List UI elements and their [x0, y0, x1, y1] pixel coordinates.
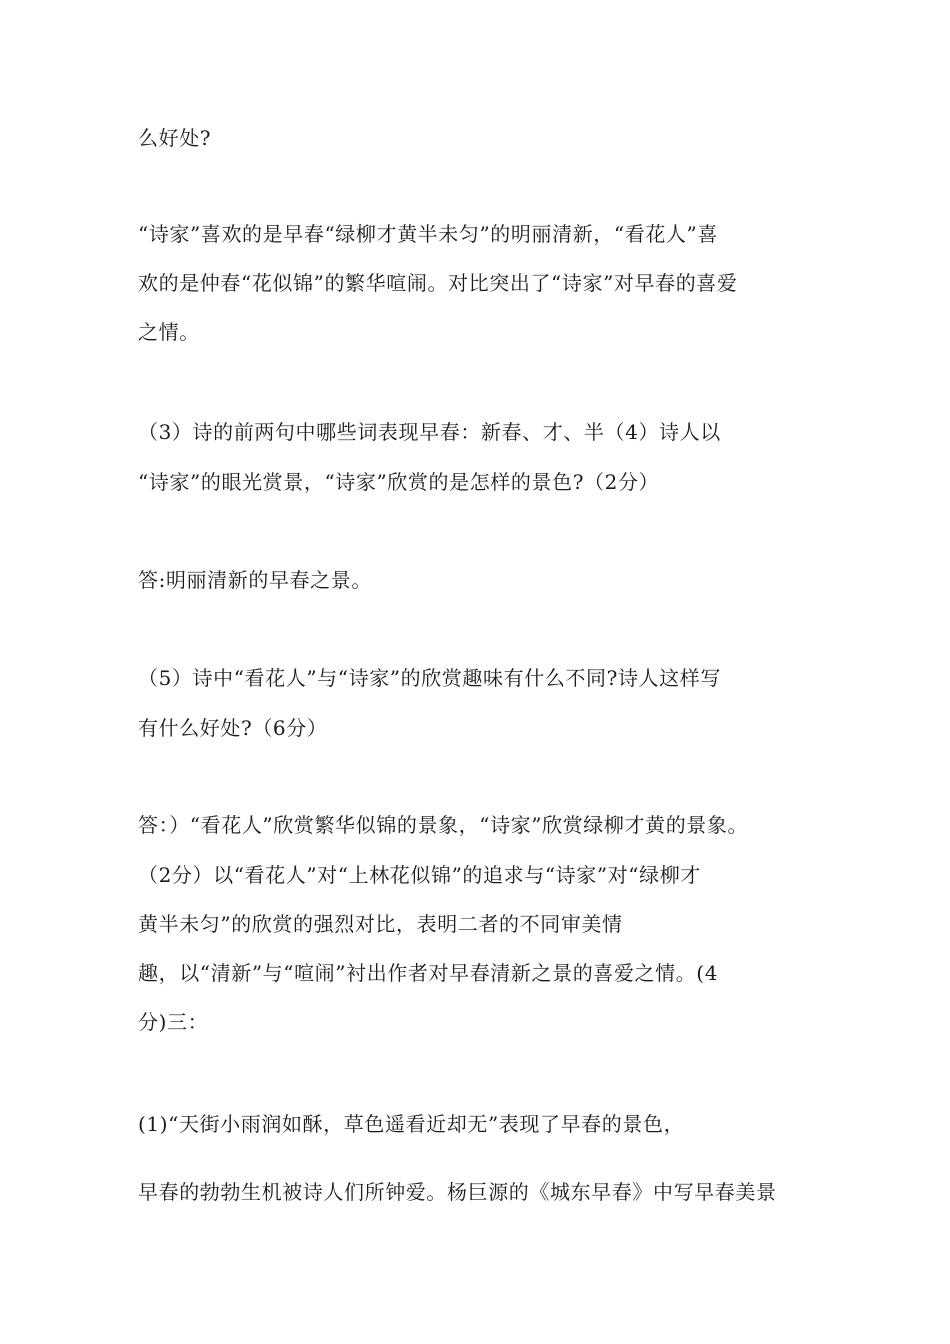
- answer-line-4: 黄半未匀”的欣赏的强烈对比，表明二者的不同审美情: [138, 912, 623, 936]
- text-line-4: 之情。: [138, 320, 200, 344]
- text-line-2: “诗家”喜欢的是早春“绿柳才黄半未匀”的明丽清新，“看花人”喜: [138, 222, 718, 246]
- answer-line-2: 答：）“看花人”欣赏繁华似锦的景象，“诗家”欣赏绿柳才黄的景象。: [138, 813, 749, 837]
- text-line-7: （5）诗中“看花人”与“诗家”的欣赏趣味有什么不同?诗人这样写: [138, 666, 721, 690]
- text-line-8: 有什么好处?（6分）: [138, 716, 328, 740]
- text-line-5: （3）诗的前两句中哪些词表现早春：新春、才、半（4）诗人以: [138, 420, 721, 444]
- text-line-6: “诗家”的眼光赏景，“诗家”欣赏的是怎样的景色?（2分）: [138, 470, 660, 494]
- text-line-1: 么好处?: [138, 126, 212, 150]
- answer-line-1: 答:明丽清新的早春之景。: [138, 568, 372, 592]
- answer-line-6: 分)三：: [138, 1010, 209, 1034]
- text-line-9: (1)“天街小雨润如酥，草色遥看近却无”表现了早春的景色，: [138, 1112, 685, 1136]
- text-line-10: 早春的勃勃生机被诗人们所钟爱。杨巨源的《城东早春》中写早春美景: [138, 1180, 777, 1204]
- text-line-3: 欢的是仲春“花似锦”的繁华喧闹。对比突出了“诗家”对早春的喜爱: [138, 271, 738, 295]
- answer-line-5: 趣，以“清新”与“喧闹”衬出作者对早春清新之景的喜爱之情。(4: [138, 961, 719, 985]
- answer-line-3: （2分）以“看花人”对“上林花似锦”的追求与“诗家”对“绿柳才: [138, 863, 701, 887]
